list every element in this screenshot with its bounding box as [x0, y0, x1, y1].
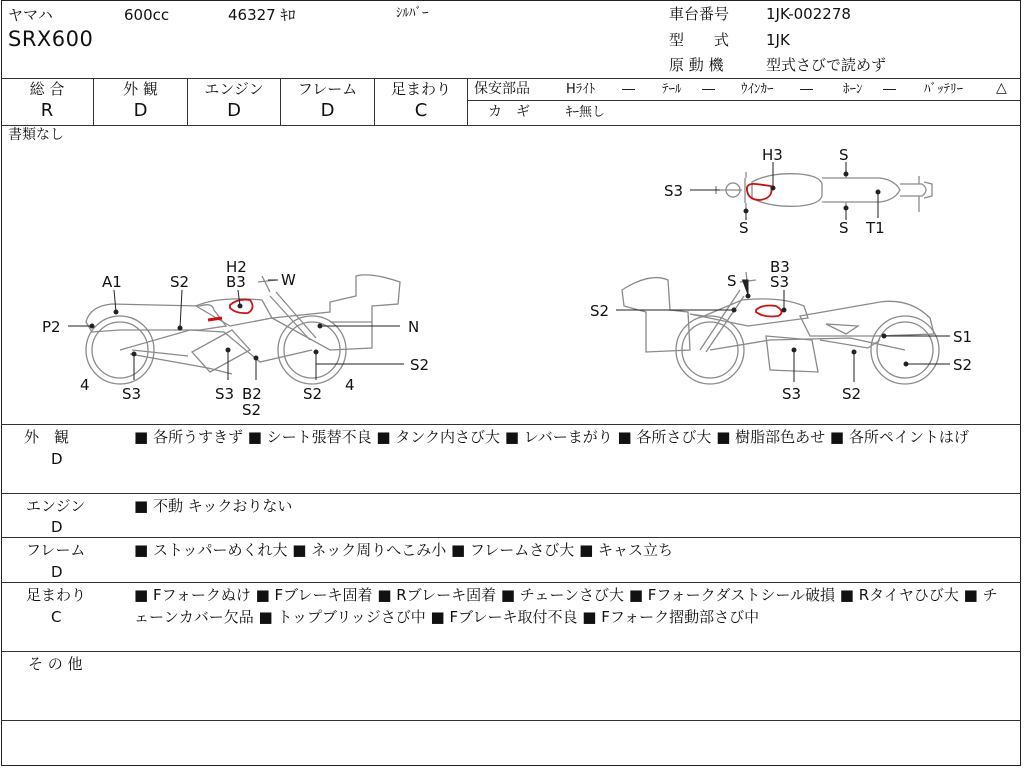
section-engine-text: ■ 不動 キックおりない	[134, 497, 293, 515]
label-top-s-mid: S	[839, 219, 849, 237]
key-value: ｷｰ無し	[566, 105, 606, 120]
label-right-s2-left: S2	[590, 302, 610, 320]
frame-no-label: 車台番号	[669, 5, 730, 23]
safety-battery-mark: △	[996, 80, 1007, 96]
label-right-s1: S1	[953, 328, 973, 346]
color: ｼﾙﾊﾞｰ	[396, 6, 429, 21]
safety-headlight-mark: ―	[622, 82, 635, 97]
label-right-b3: B3	[770, 258, 790, 276]
grade-frame-value: D	[320, 100, 335, 121]
label-top-t1: T1	[866, 219, 885, 237]
grade-exterior-value: D	[133, 100, 148, 121]
section-frame-text: ■ ストッパーめくれ大 ■ ネック周りへこみ小 ■ フレームさび大 ■ キャス立ち	[134, 541, 674, 559]
label-left-b3: B3	[226, 273, 246, 291]
label-left-h2: H2	[226, 258, 247, 276]
label-top-s-front: S	[739, 219, 749, 237]
label-top-s3: S3	[664, 182, 684, 200]
label-left-s2-rear: S2	[303, 385, 323, 403]
label-left-n: N	[408, 318, 420, 336]
safety-tail-mark: ―	[702, 82, 715, 97]
damage-marks	[208, 184, 782, 320]
safety-horn-mark: ―	[883, 82, 896, 97]
grade-engine-label: エンジン	[204, 80, 264, 98]
grade-overall-label: 総 合	[29, 80, 65, 98]
label-left-s3-b: S3	[215, 385, 235, 403]
section-exterior-grade: D	[51, 450, 63, 468]
maker: ヤマハ	[8, 6, 53, 24]
label-left-4-front: 4	[80, 376, 90, 394]
grade-suspension-label: 足まわり	[390, 80, 451, 98]
grade-engine-value: D	[227, 100, 241, 121]
frame-no: 1JK-002278	[766, 5, 851, 23]
safety-tail: ﾃｰﾙ	[662, 82, 682, 97]
type-label: 型 式	[669, 31, 730, 49]
model-name: SRX600	[8, 27, 94, 51]
section-exterior-text: ■ 各所うすきず ■ シート張替不良 ■ タンク内さび大 ■ レバーまがり ■ 各所さび大 ■ 樹脂部色あせ ■ 各所ペイントはげ	[134, 428, 969, 446]
label-left-4-rear: 4	[345, 376, 355, 394]
section-engine-label: エンジン	[26, 497, 86, 515]
label-top-s-upper: S	[839, 146, 849, 164]
label-left-s2-right: S2	[410, 356, 430, 374]
damage-diagram	[0, 126, 1024, 424]
grade-frame-label: フレーム	[297, 80, 358, 98]
label-left-w: W	[281, 271, 296, 289]
label-top-h3: H3	[762, 146, 783, 164]
grade-overall-value: R	[40, 100, 54, 121]
section-suspension-text: ■ Fフォークぬけ ■ Fブレーキ固着 ■ Rブレーキ固着 ■ チェーンさび大 ■ Fフォークダストシール破損 ■ Rタイヤひび大 ■ チェーンカバー欠品 ■ トップブリッジさび中 ■ Fブレーキ取付不良 ■ Fフォーク摺動部さび中	[134, 586, 998, 626]
label-left-s2-top: S2	[170, 273, 190, 291]
safety-label: 保安部品	[474, 81, 530, 97]
engine-label: 原 動 機	[669, 56, 724, 74]
label-left-s2-bottom: S2	[242, 401, 262, 419]
documents-note: 書類なし	[8, 127, 64, 143]
key-label: カ ギ	[488, 104, 530, 120]
section-exterior-label: 外 観	[24, 428, 70, 446]
label-left-p2: P2	[42, 318, 61, 336]
safety-winker-mark: ―	[800, 82, 813, 97]
section-frame-label: フレーム	[26, 541, 86, 559]
grade-exterior-label: 外 観	[123, 80, 158, 98]
label-right-s2-bottom: S2	[842, 385, 862, 403]
engine-value: 型式さびで読めず	[766, 56, 887, 74]
safety-winker: ｳｲﾝｶｰ	[741, 82, 774, 97]
safety-battery: ﾊﾞｯﾃﾘｰ	[924, 82, 963, 97]
section-engine-grade: D	[51, 518, 63, 536]
section-suspension-label: 足まわり	[26, 586, 87, 604]
label-right-s3-bottom: S3	[782, 385, 802, 403]
label-right-s2-right: S2	[953, 356, 973, 374]
displacement: 600cc	[124, 6, 170, 24]
label-left-s3-a: S3	[122, 385, 142, 403]
safety-horn: ﾎｰﾝ	[843, 82, 863, 97]
mileage: 46327 ｷﾛ	[228, 6, 296, 24]
safety-headlight: Hﾗｲﾄ	[566, 82, 596, 97]
type-value: 1JK	[766, 31, 790, 49]
section-frame-grade: D	[51, 563, 63, 581]
label-right-s: S	[727, 272, 737, 290]
left-side-bike	[86, 275, 400, 384]
section-other-label: そ の 他	[28, 655, 83, 673]
label-right-s3-top: S3	[770, 273, 790, 291]
top-view-bike	[716, 170, 932, 212]
label-left-a1: A1	[102, 273, 122, 291]
label-left-b2: B2	[242, 385, 262, 403]
grade-suspension-value: C	[414, 100, 428, 121]
section-suspension-grade: C	[51, 608, 62, 626]
